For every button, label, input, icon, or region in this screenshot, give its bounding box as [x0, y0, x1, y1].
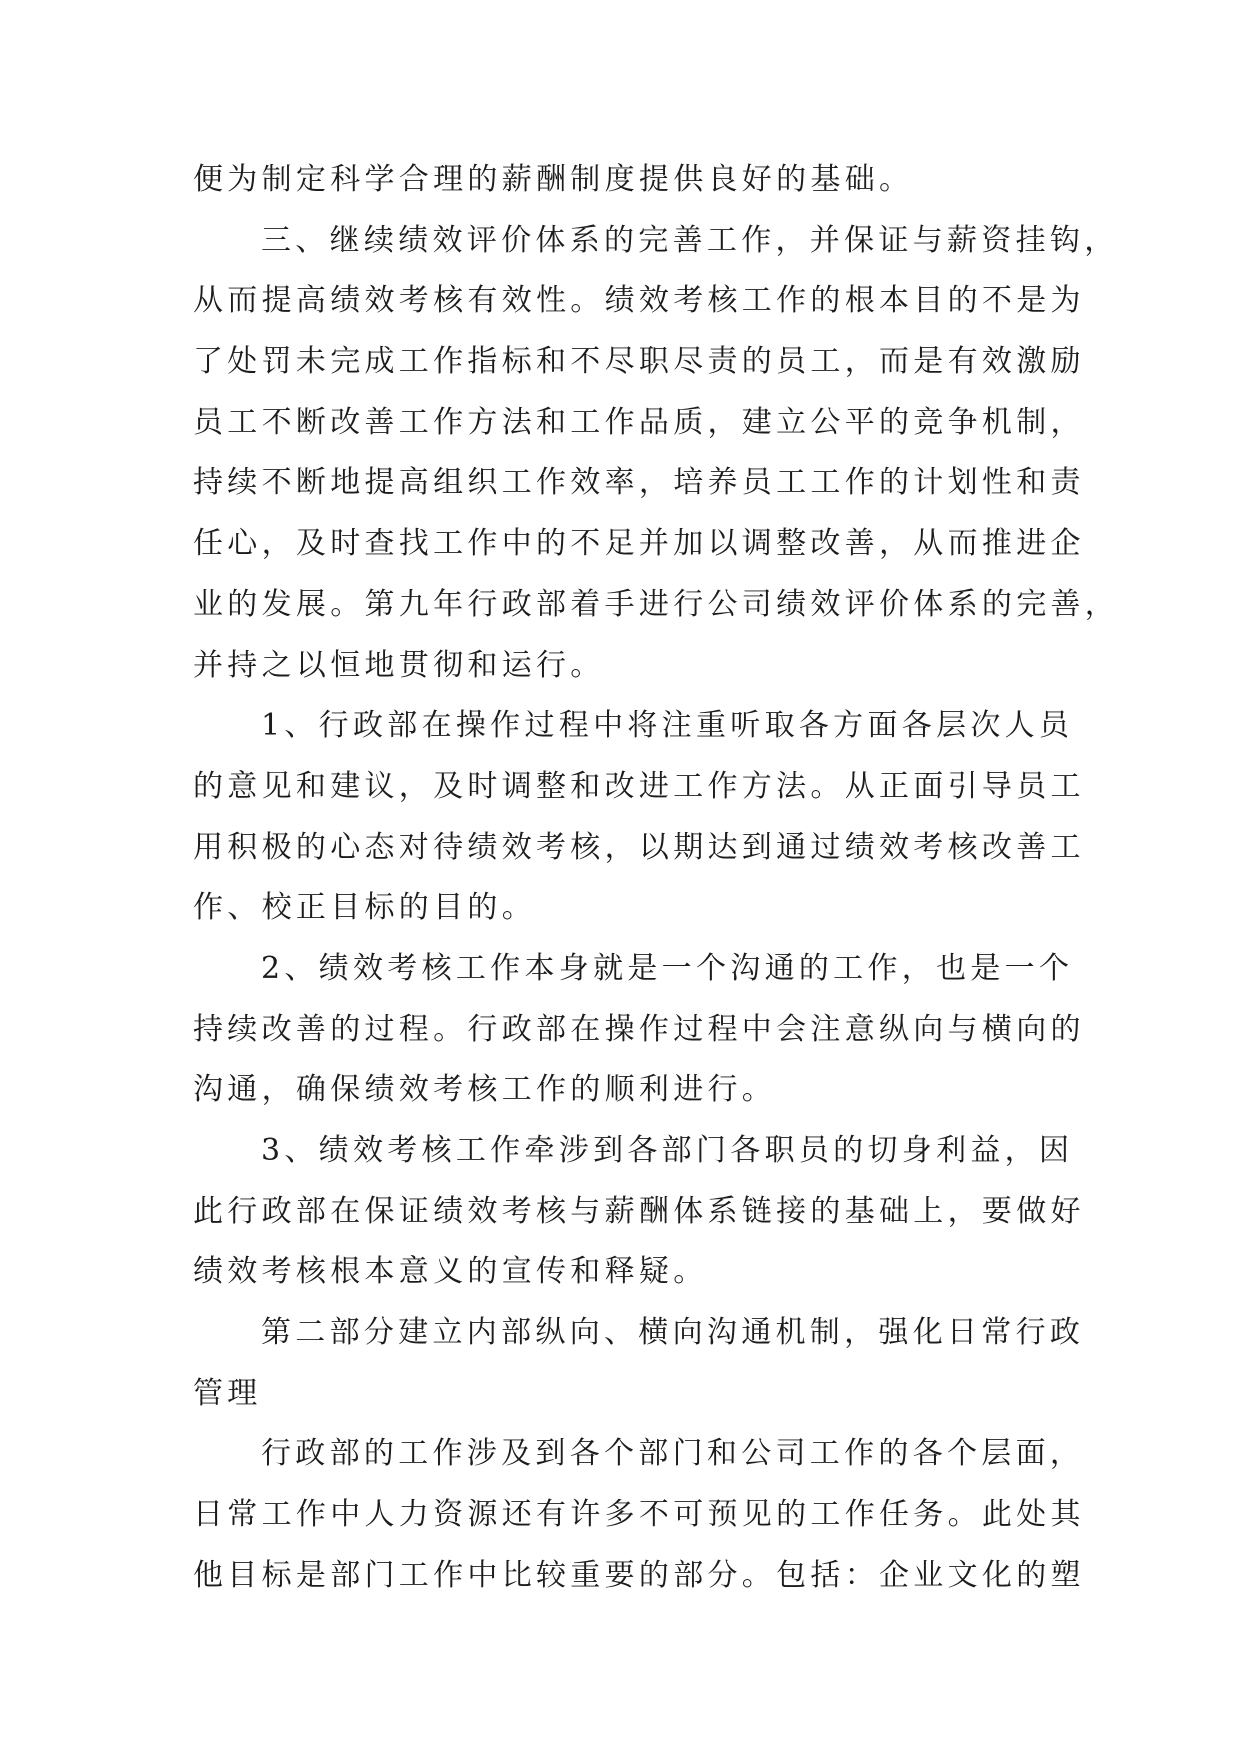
text-line: 便为制定科学合理的薪酬制度提供良好的基础。: [193, 162, 914, 197]
document-body: [193, 150, 1120, 1607]
text-line: 三、继续绩效评价体系的完善工作，并保证与薪资挂钩，: [261, 222, 1119, 258]
text-line: 并持之以恒地贯彻和运行。: [193, 647, 605, 683]
text-line: 日常工作中人力资源还有许多不可预见的工作任务。此处其: [193, 1497, 1085, 1533]
text-line: 员工不断改善工作方法和工作品质，建立公平的竞争机制，: [193, 404, 1085, 440]
section-heading-line: 管理: [193, 1375, 262, 1411]
text-line: 作、校正目标的目的。: [193, 890, 536, 926]
text-line: 用积极的心态对待绩效考核，以期达到通过绩效考核改善工: [193, 829, 1085, 865]
section-heading-line: 第二部分建立内部纵向、横向沟通机制，强化日常行政: [261, 1315, 1085, 1351]
text-line: 他目标是部门工作中比较重要的部分。包括：企业文化的塑: [193, 1557, 1085, 1593]
text-line: 此行政部在保证绩效考核与薪酬体系链接的基础上，要做好: [193, 1193, 1085, 1229]
text-line: 沟通，确保绩效考核工作的顺利进行。: [193, 1072, 777, 1108]
text-line: 业的发展。第九年行政部着手进行公司绩效评价体系的完善，: [193, 586, 1120, 622]
text-line: 从而提高绩效考核有效性。绩效考核工作的根本目的不是为: [193, 283, 1085, 319]
text-line: 3、绩效考核工作牵涉到各部门各职员的切身利益，因: [261, 1133, 1074, 1168]
text-line: 任心，及时查找工作中的不足并加以调整改善，从而推进企: [193, 526, 1085, 562]
text-line: 行政部的工作涉及到各个部门和公司工作的各个层面，: [261, 1436, 1085, 1472]
text-line: 持续改善的过程。行政部在操作过程中会注意纵向与横向的: [193, 1011, 1085, 1047]
text-line: 的意见和建议，及时调整和改进工作方法。从正面引导员工: [193, 768, 1085, 804]
text-line: 绩效考核根本意义的宣传和释疑。: [193, 1254, 708, 1290]
text-line: 1、行政部在操作过程中将注重听取各方面各层次人员: [261, 708, 1074, 744]
text-line: 了处罚未完成工作指标和不尽职尽责的员工，而是有效激励: [193, 344, 1085, 380]
text-line: 持续不断地提高组织工作效率，培养员工工作的计划性和责: [193, 465, 1085, 501]
text-line: 2、绩效考核工作本身就是一个沟通的工作，也是一个: [261, 950, 1074, 986]
